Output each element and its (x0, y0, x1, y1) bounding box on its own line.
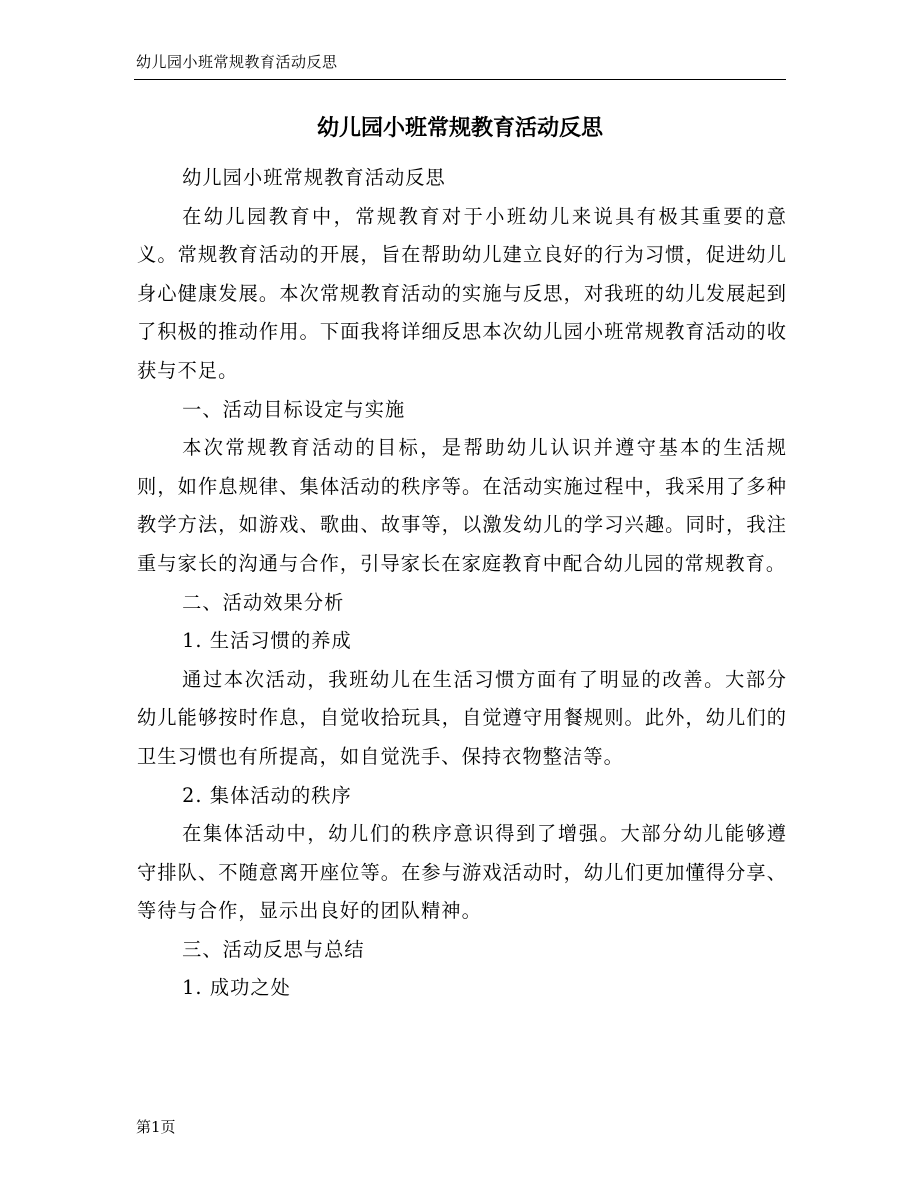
subheading-habits: 1. 生活习惯的养成 (182, 629, 352, 653)
section-heading-2: 二、活动效果分析 (182, 590, 345, 614)
section-heading-3: 三、活动反思与总结 (182, 937, 365, 961)
running-header: 幼儿园小班常规教育活动反思 (136, 53, 338, 71)
page-number: 第1页 (136, 1118, 176, 1136)
paragraph-goals: 本次常规教育活动的目标，是帮助幼儿认识并遵守基本的生活规则，如作息规律、集体活动的秩序等。在活动实施过程中，我采用了多种教学方法，如游戏、歌曲、故事等，以激发幼儿的学习兴趣。同时，我注重与家长的沟通与合作，引导家长在家庭教育中配合幼儿园的常规教育。 (137, 436, 787, 575)
document-body (137, 159, 787, 1008)
document-title: 幼儿园小班常规教育活动反思 (316, 115, 603, 141)
section-heading-1: 一、活动目标设定与实施 (182, 397, 406, 421)
paragraph-subtitle: 幼儿园小班常规教育活动反思 (182, 166, 446, 189)
subheading-order: 2. 集体活动的秩序 (182, 783, 352, 807)
paragraph-habits: 通过本次活动，我班幼儿在生活习惯方面有了明显的改善。大部分幼儿能够按时作息，自觉收拾玩具，自觉遵守用餐规则。此外，幼儿们的卫生习惯也有所提高，如自觉洗手、保持衣物整洁等。 (137, 667, 787, 768)
paragraph-order: 在集体活动中，幼儿们的秩序意识得到了增强。大部分幼儿能够遵守排队、不随意离开座位等。在参与游戏活动时，幼儿们更加懂得分享、等待与合作，显示出良好的团队精神。 (137, 822, 787, 923)
paragraph-intro: 在幼儿园教育中，常规教育对于小班幼儿来说具有极其重要的意义。常规教育活动的开展，旨在帮助幼儿建立良好的行为习惯，促进幼儿身心健康发展。本次常规教育活动的实施与反思，对我班的幼儿发展起到了积极的推动作用。下面我将详细反思本次幼儿园小班常规教育活动的收获与不足。 (137, 204, 787, 382)
header-rule (134, 79, 786, 80)
subheading-success: 1. 成功之处 (182, 976, 291, 1000)
